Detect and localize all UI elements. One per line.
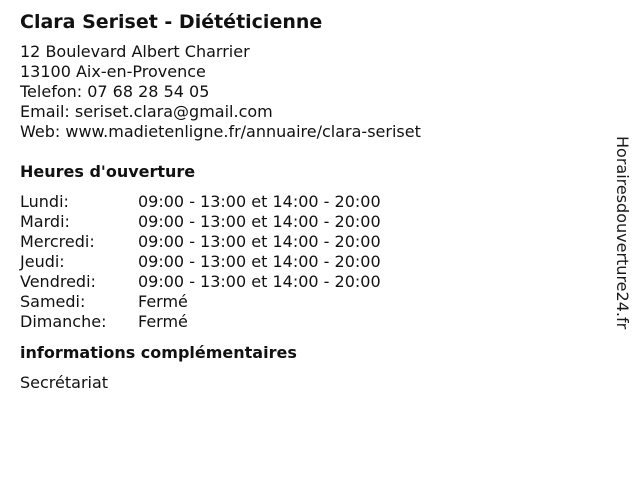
address-line-2: 13100 Aix-en-Provence: [20, 62, 206, 81]
day-label: Mercredi:: [20, 232, 95, 251]
day-label: Jeudi:: [20, 252, 65, 271]
time-value: Fermé: [138, 312, 188, 331]
hours-table: [20, 192, 600, 332]
hours-row-sunday: [20, 312, 600, 332]
day-label: Samedi:: [20, 292, 86, 311]
time-value: 09:00 - 13:00 et 14:00 - 20:00: [138, 212, 381, 231]
hours-row-friday: [20, 272, 600, 292]
hours-row-monday: [20, 192, 600, 212]
phone-line: Telefon: 07 68 28 54 05: [20, 82, 210, 101]
time-value: 09:00 - 13:00 et 14:00 - 20:00: [138, 252, 381, 271]
day-label: Mardi:: [20, 212, 70, 231]
business-title: Clara Seriset - Diététicienne: [20, 11, 323, 33]
hours-row-wednesday: [20, 232, 600, 252]
business-card: [20, 10, 600, 393]
website-line: Web: www.madietenligne.fr/annuaire/clara-seriset: [20, 122, 421, 141]
hours-heading: Heures d'ouverture: [20, 162, 196, 181]
hours-row-thursday: [20, 252, 600, 272]
time-value: 09:00 - 13:00 et 14:00 - 20:00: [138, 272, 381, 291]
day-label: Vendredi:: [20, 272, 96, 291]
time-value: 09:00 - 13:00 et 14:00 - 20:00: [138, 232, 381, 251]
address-line-1: 12 Boulevard Albert Charrier: [20, 42, 250, 61]
hours-row-tuesday: [20, 212, 600, 232]
info-text: Secrétariat: [20, 373, 109, 392]
watermark-text: Horairesdouverture24.fr: [613, 136, 632, 330]
hours-row-saturday: [20, 292, 600, 312]
time-value: 09:00 - 13:00 et 14:00 - 20:00: [138, 192, 381, 211]
time-value: Fermé: [138, 292, 188, 311]
email-line: Email: seriset.clara@gmail.com: [20, 102, 273, 121]
day-label: Lundi:: [20, 192, 69, 211]
day-label: Dimanche:: [20, 312, 107, 331]
info-heading: informations complémentaires: [20, 343, 297, 362]
